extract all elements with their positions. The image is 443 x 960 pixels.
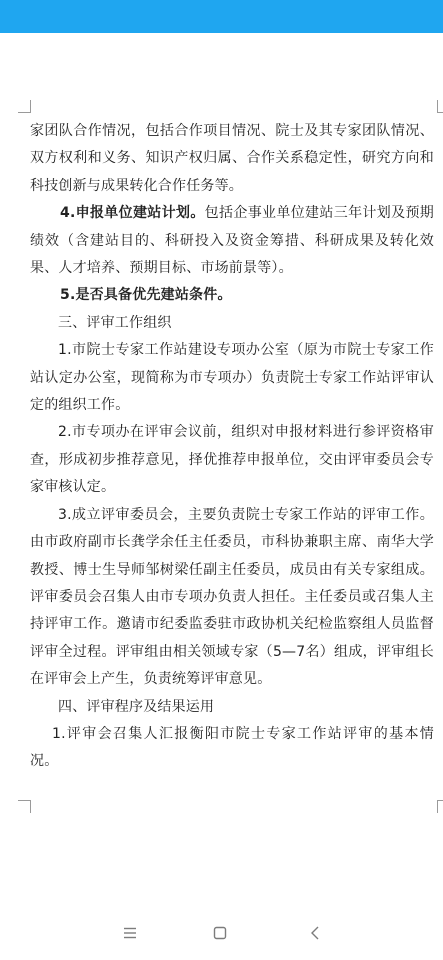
status-bar <box>0 0 443 33</box>
paragraph-priority-conditions: 5.是否具备优先建站条件。 <box>60 287 232 304</box>
section-heading-review-organization: 三、评审工作组织 <box>58 314 172 331</box>
paragraph-station-plan <box>30 200 434 282</box>
paragraph-item-3: 3.成立评审委员会，主要负责院士专家工作站的评审工作。由市政府副市长龚学余任主任委员，市科协兼职主席、南华大学教授、博士生导师邹树梁任副主任委员，成员由有关专家组成。评审委员会召集人由市专项办负责人担任。主任委员或召集人主持评审工作。邀请市纪委监委驻市政协机关纪检监察组人员监督评审全过程。评审组由相关领域专家（5—7名）组成，评审组长在评审会上产生，负责统筹评审意见。 <box>30 506 434 688</box>
document-page[interactable] <box>30 118 434 776</box>
page-corner-mark-top-right <box>437 100 443 113</box>
paragraph-heading: 4.申报单位建站计划。 <box>60 205 205 222</box>
paragraph-team-cooperation: 家团队合作情况，包括合作项目情况、院士及其专家团队情况、双方权利和义务、知识产权归属、合作关系稳定性，研究方向和科技创新与成果转化合作任务等。 <box>30 123 434 194</box>
page-corner-mark-bottom-left <box>18 800 31 813</box>
menu-icon[interactable] <box>120 923 140 943</box>
paragraph-body: 包括企事业单位建站三年计划及预期绩效（含建站目的、科研投入及资金筹措、科研成果及转化效果、人才培养、预期目标、市场前景等）。 <box>30 205 434 277</box>
section-heading-review-procedure: 四、评审程序及结果运用 <box>58 698 215 715</box>
page-corner-mark-bottom-right <box>437 800 443 813</box>
page-corner-mark-top-left <box>18 100 31 113</box>
back-icon[interactable] <box>305 923 325 943</box>
paragraph-item-1: 1.市院士专家工作站建设专项办公室（原为市院士专家工作站认定办公室，现简称为市专项办）负责院士专家工作站评审认定的组织工作。 <box>30 342 434 414</box>
home-icon[interactable] <box>210 923 230 943</box>
paragraph-item-2: 2.市专项办在评审会议前，组织对申报材料进行参评资格审查，形成初步推荐意见，择优推荐申报单位，交由评审委员会专家审核认定。 <box>30 424 434 496</box>
paragraph-procedure-item-1: 1.评审会召集人汇报衡阳市院士专家工作站评审的基本情况。 <box>30 725 434 770</box>
system-navigation-bar <box>0 905 443 960</box>
